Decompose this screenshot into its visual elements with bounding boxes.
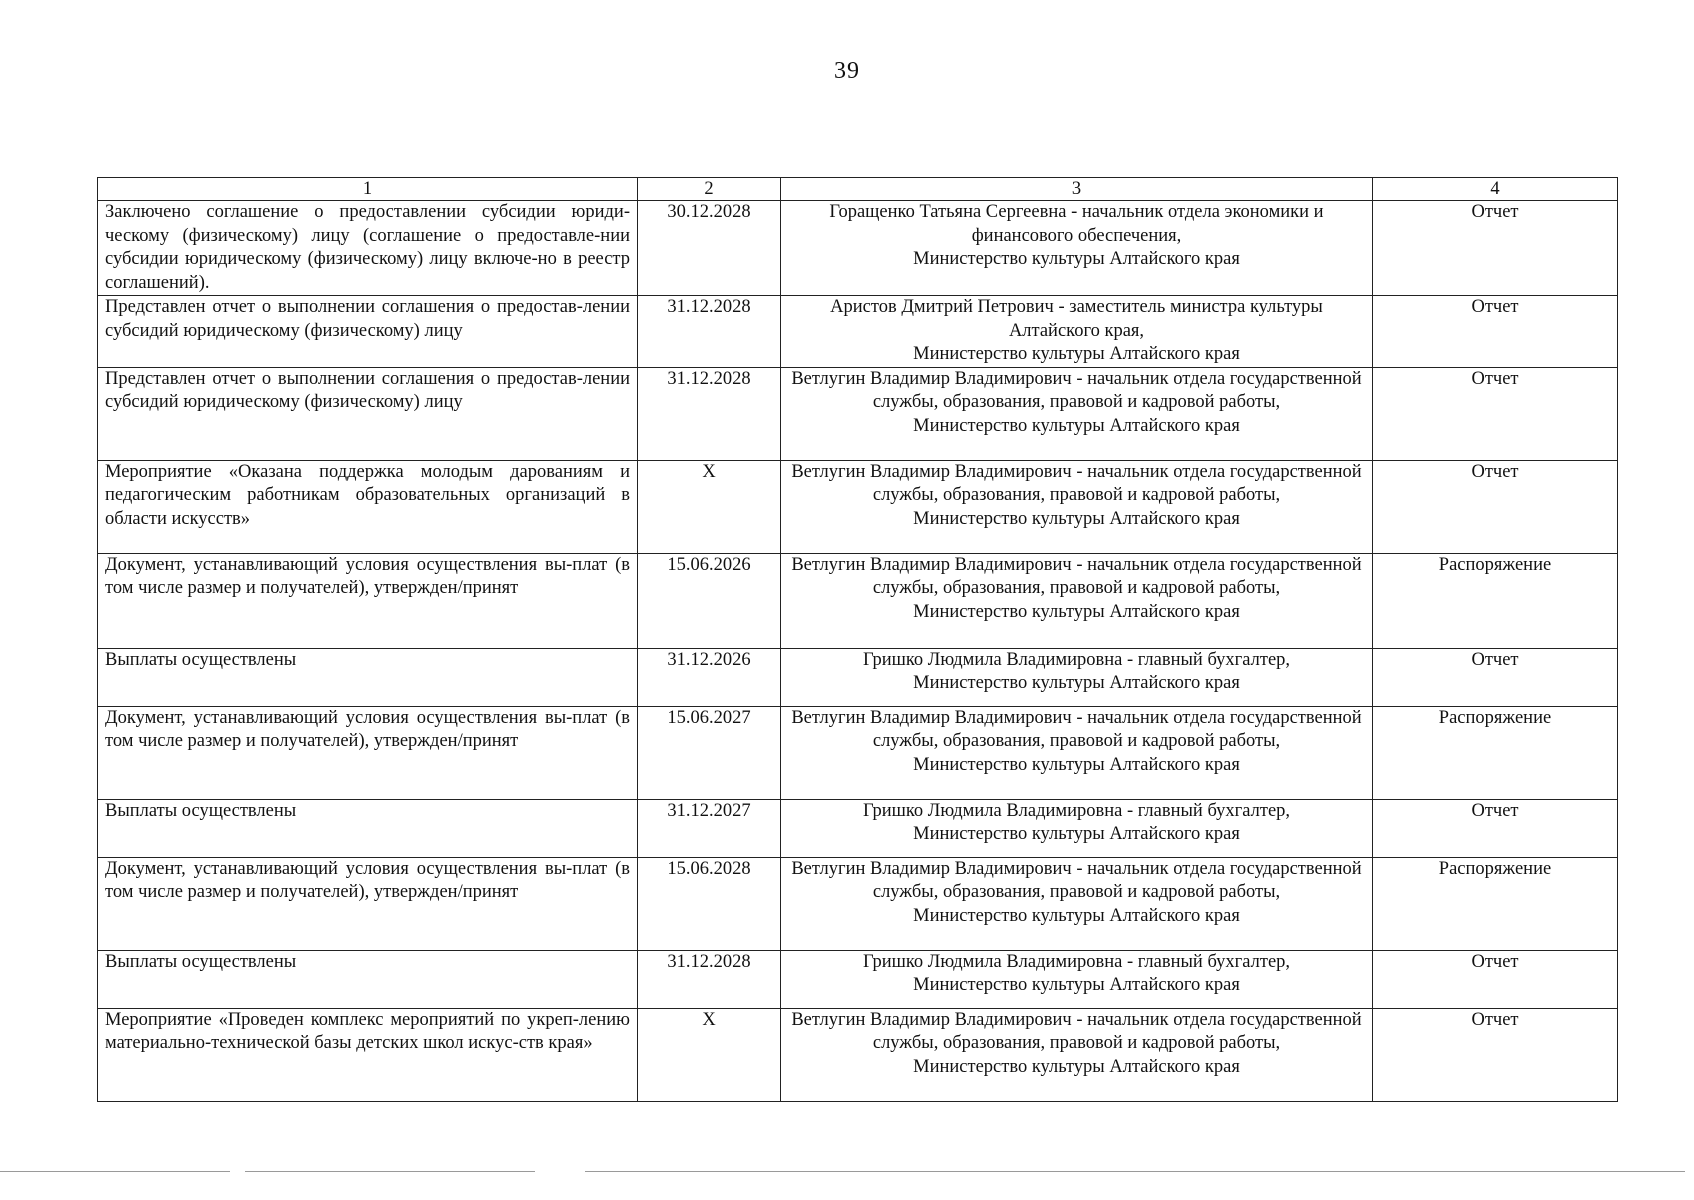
document-type-cell: Отчет: [1373, 460, 1618, 553]
event-cell: Документ, устанавливающий условия осуществления вы-плат (в том числе размер и получателей), утвержден/принят: [98, 857, 638, 950]
table-body: [98, 201, 1618, 1102]
responsible-cell: [781, 857, 1373, 950]
column-header-3: 3: [781, 178, 1373, 201]
date-cell: 31.12.2026: [638, 648, 781, 706]
responsible-person: Гришко Людмила Владимировна - главный бухгалтер,: [862, 951, 1291, 972]
document-type-cell: Отчет: [1373, 367, 1618, 460]
document-type-cell: Отчет: [1373, 296, 1618, 368]
responsible-person: Ветлугин Владимир Владимирович - начальник отдела государственной службы, образования, правовой и кадровой работы,: [791, 461, 1362, 505]
responsible-cell: [781, 460, 1373, 553]
column-header-4: 4: [1373, 178, 1618, 201]
responsible-organization: Министерство культуры Алтайского края: [913, 754, 1240, 775]
table-row: [98, 706, 1618, 799]
responsible-cell: [781, 553, 1373, 648]
table-row: [98, 857, 1618, 950]
responsible-person: Гришко Людмила Владимировна - главный бухгалтер,: [862, 800, 1291, 821]
responsible-cell: [781, 296, 1373, 368]
responsible-organization: Министерство культуры Алтайского края: [913, 344, 1240, 364]
responsible-cell: [781, 367, 1373, 460]
responsible-cell: [781, 201, 1373, 296]
document-type-cell: Распоряжение: [1373, 706, 1618, 799]
responsible-person: Аристов Дмитрий Петрович - заместитель министра культуры Алтайского края,: [830, 297, 1323, 341]
responsible-organization: Министерство культуры Алтайского края: [913, 601, 1240, 622]
scan-artifact-line: [0, 1171, 230, 1172]
responsible-person: Ветлугин Владимир Владимирович - начальник отдела государственной службы, образования, правовой и кадровой работы,: [791, 554, 1362, 598]
event-cell: Выплаты осуществлены: [98, 799, 638, 857]
responsible-cell: [781, 950, 1373, 1008]
document-type-cell: Отчет: [1373, 648, 1618, 706]
event-cell: Мероприятие «Проведен комплекс мероприятий по укреп-лению материально-технической базы детских школ искус-ств края»: [98, 1008, 638, 1101]
event-cell: Мероприятие «Оказана поддержка молодым дарованиям и педагогическим работникам образовательных организаций в области искусств»: [98, 460, 638, 553]
date-cell: 31.12.2028: [638, 367, 781, 460]
event-cell: Представлен отчет о выполнении соглашения о предостав-лении субсидий юридическому (физическому) лицу: [98, 296, 638, 368]
date-cell: 15.06.2028: [638, 857, 781, 950]
document-type-cell: Отчет: [1373, 1008, 1618, 1101]
responsible-person: Гришко Людмила Владимировна - главный бухгалтер,: [862, 649, 1291, 670]
event-cell: Документ, устанавливающий условия осуществления вы-плат (в том числе размер и получателей), утвержден/принят: [98, 553, 638, 648]
responsible-organization: Министерство культуры Алтайского края: [913, 508, 1240, 529]
responsible-person: Ветлугин Владимир Владимирович - начальник отдела государственной службы, образования, правовой и кадровой работы,: [791, 1009, 1362, 1053]
column-header-1: 1: [98, 178, 638, 201]
table-header-row: [98, 178, 1618, 201]
responsible-organization: Министерство культуры Алтайского края: [913, 1056, 1240, 1077]
date-cell: 15.06.2027: [638, 706, 781, 799]
scan-artifact-line: [245, 1171, 535, 1172]
responsible-organization: Министерство культуры Алтайского края: [913, 415, 1240, 436]
date-cell: 30.12.2028: [638, 201, 781, 296]
responsible-organization: Министерство культуры Алтайского края: [913, 249, 1240, 269]
page-number: 39: [834, 58, 860, 84]
control-points-table: [97, 177, 1618, 1102]
table-row: [98, 553, 1618, 648]
responsible-person: Ветлугин Владимир Владимирович - начальник отдела государственной службы, образования, правовой и кадровой работы,: [791, 368, 1362, 412]
table-row: [98, 201, 1618, 296]
date-cell: X: [638, 460, 781, 553]
responsible-cell: [781, 706, 1373, 799]
table-row: [98, 367, 1618, 460]
table-row: [98, 296, 1618, 368]
date-cell: X: [638, 1008, 781, 1101]
document-type-cell: Распоряжение: [1373, 857, 1618, 950]
responsible-cell: [781, 648, 1373, 706]
document-type-cell: Отчет: [1373, 201, 1618, 296]
date-cell: 31.12.2028: [638, 950, 781, 1008]
responsible-cell: [781, 1008, 1373, 1101]
event-cell: Выплаты осуществлены: [98, 648, 638, 706]
responsible-person: Горащенко Татьяна Сергеевна - начальник отдела экономики и финансового обеспечения,: [829, 202, 1324, 246]
event-cell: Выплаты осуществлены: [98, 950, 638, 1008]
date-cell: 31.12.2027: [638, 799, 781, 857]
scan-artifact-line: [585, 1171, 1685, 1172]
responsible-person: Ветлугин Владимир Владимирович - начальник отдела государственной службы, образования, правовой и кадровой работы,: [791, 707, 1362, 751]
table-row: [98, 460, 1618, 553]
responsible-organization: Министерство культуры Алтайского края: [913, 905, 1240, 926]
document-type-cell: Отчет: [1373, 950, 1618, 1008]
responsible-organization: Министерство культуры Алтайского края: [913, 975, 1240, 995]
table-row: [98, 799, 1618, 857]
table-row: [98, 648, 1618, 706]
table-row: [98, 1008, 1618, 1101]
date-cell: 15.06.2026: [638, 553, 781, 648]
document-type-cell: Отчет: [1373, 799, 1618, 857]
table-row: [98, 950, 1618, 1008]
responsible-organization: Министерство культуры Алтайского края: [913, 673, 1240, 693]
responsible-cell: [781, 799, 1373, 857]
date-cell: 31.12.2028: [638, 296, 781, 368]
responsible-organization: Министерство культуры Алтайского края: [913, 824, 1240, 844]
document-type-cell: Распоряжение: [1373, 553, 1618, 648]
event-cell: Представлен отчет о выполнении соглашения о предостав-лении субсидий юридическому (физическому) лицу: [98, 367, 638, 460]
responsible-person: Ветлугин Владимир Владимирович - начальник отдела государственной службы, образования, правовой и кадровой работы,: [791, 858, 1362, 902]
event-cell: Заключено соглашение о предоставлении субсидии юриди-ческому (физическому) лицу (соглашение о предоставле-нии субсидии юридическому (физическому) лицу включе-но в реестр соглашений).: [98, 201, 638, 296]
event-cell: Документ, устанавливающий условия осуществления вы-плат (в том числе размер и получателей), утвержден/принят: [98, 706, 638, 799]
column-header-2: 2: [638, 178, 781, 201]
